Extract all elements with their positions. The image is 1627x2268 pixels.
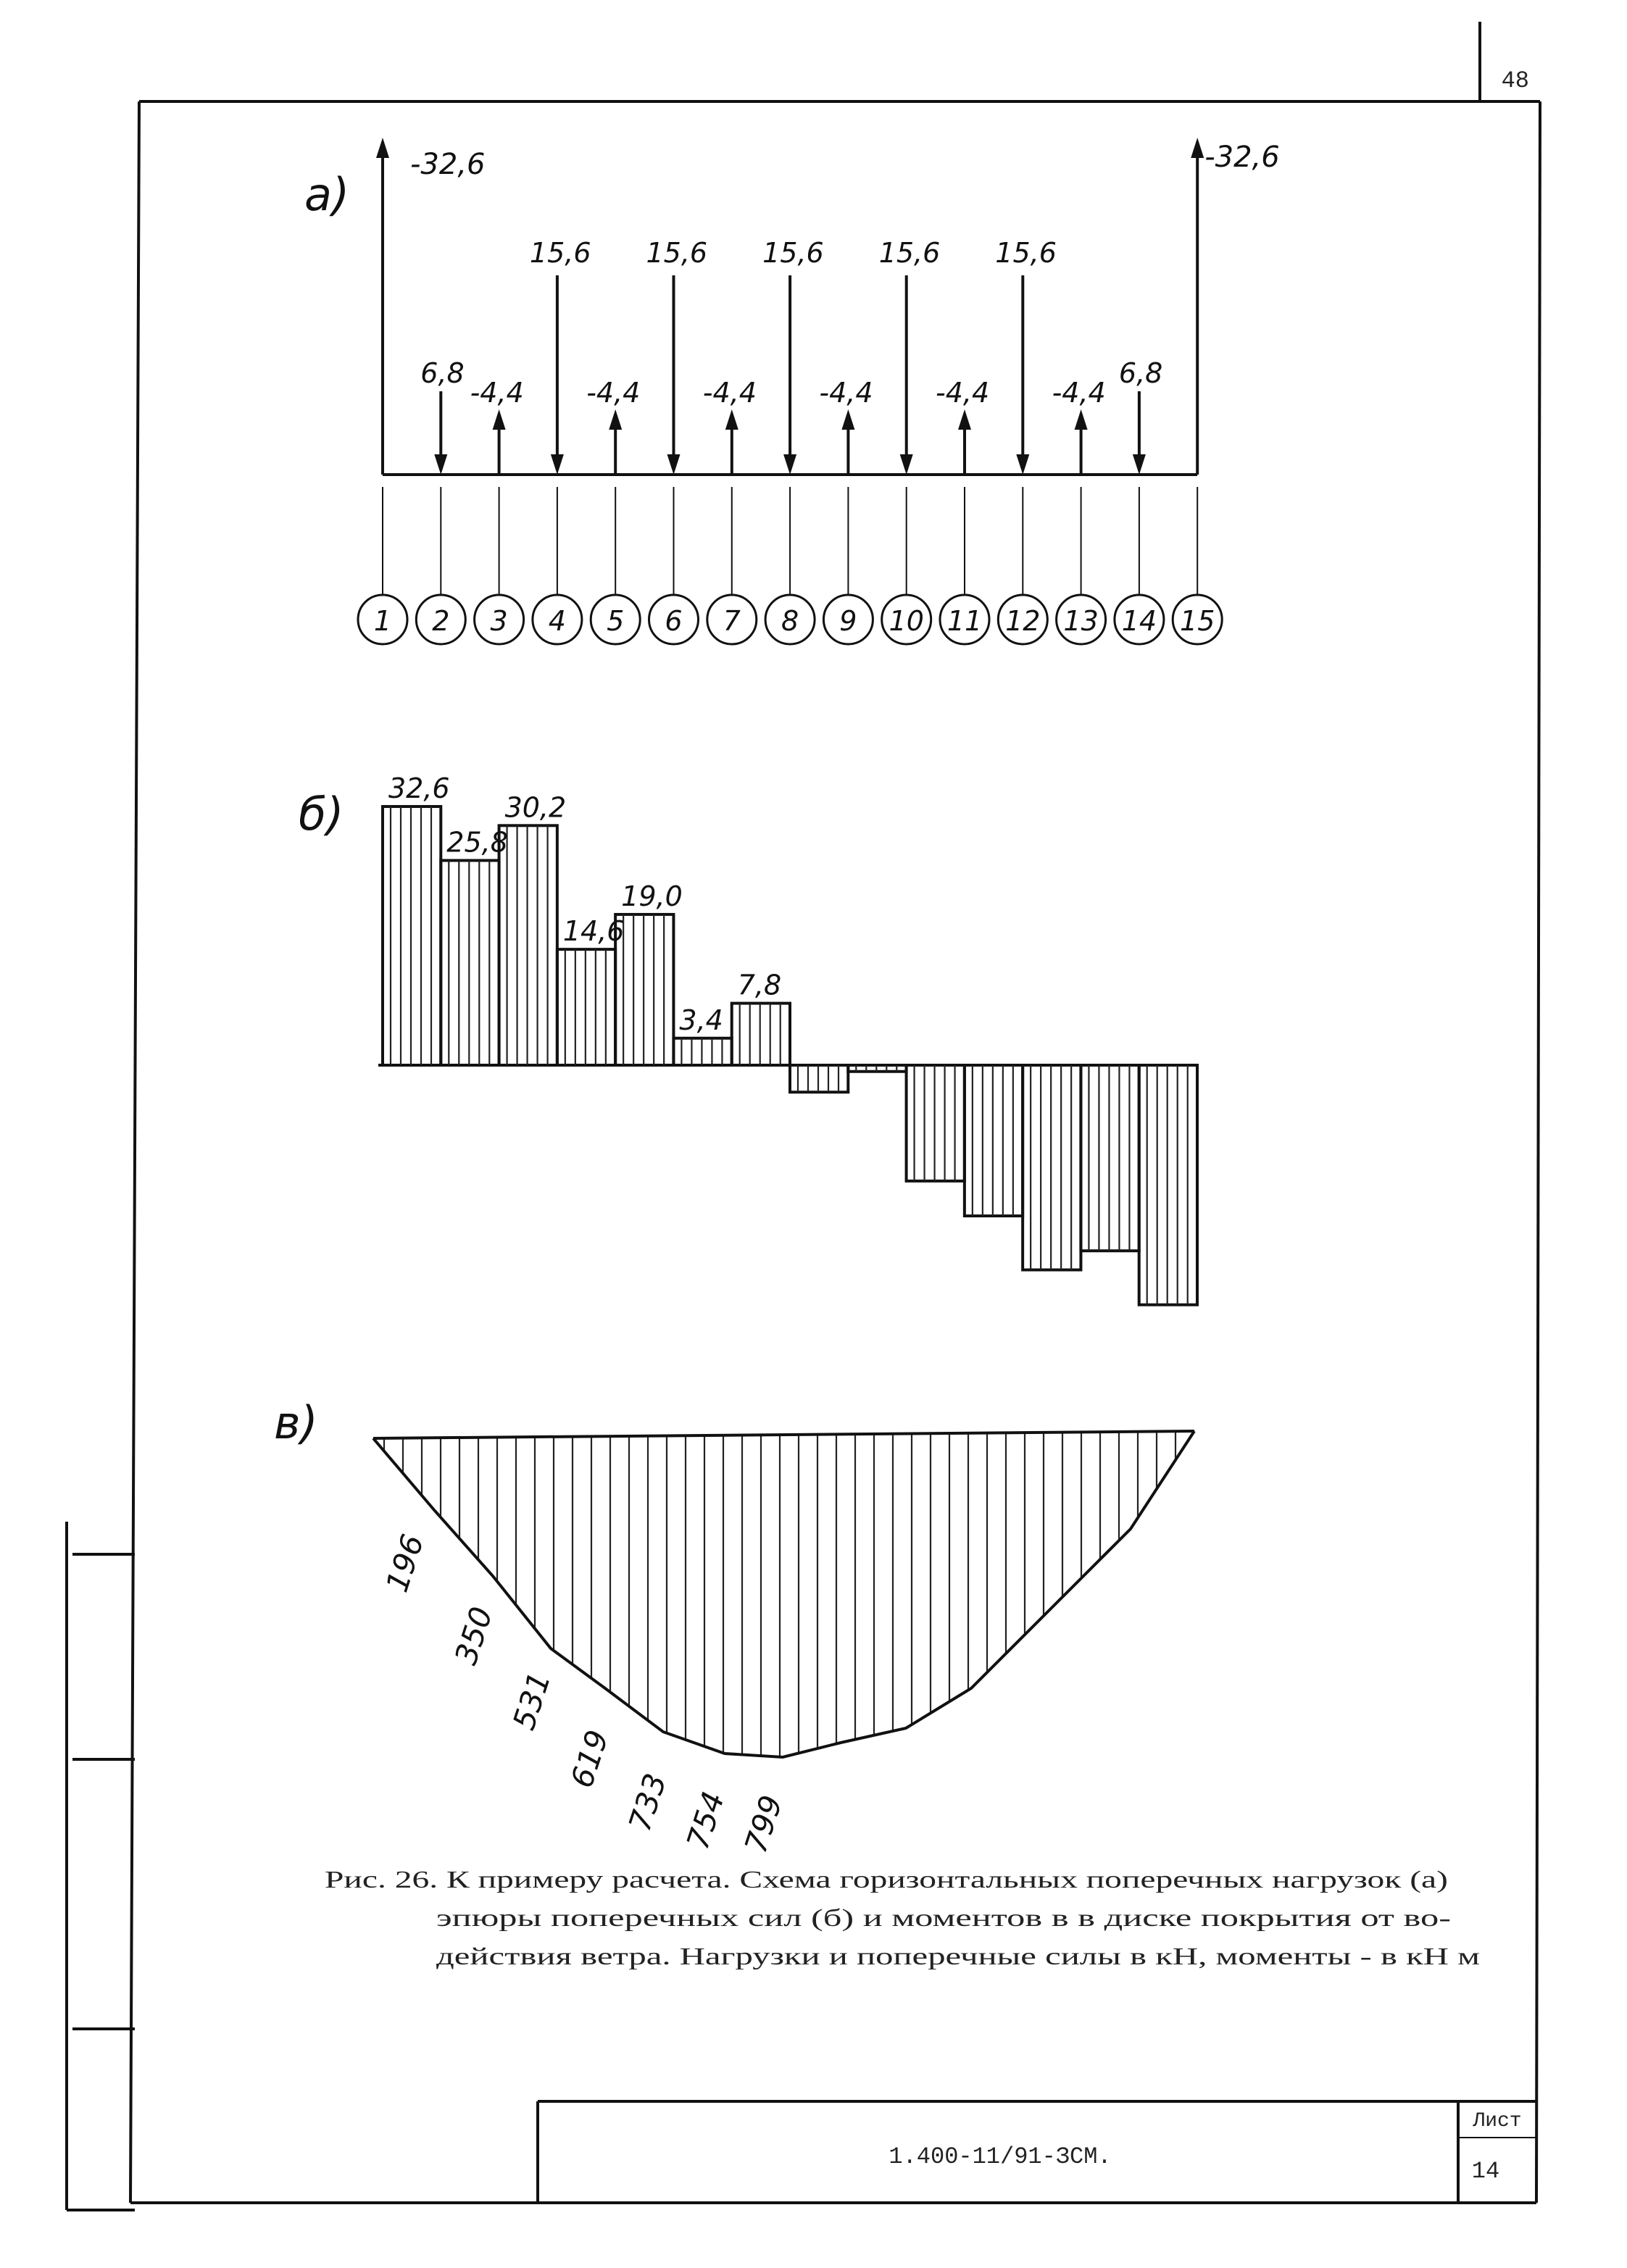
load-value-8: 15,6 (762, 237, 824, 269)
load-arrow-7-head (725, 409, 738, 430)
shear-value-3: 30,2 (504, 791, 567, 824)
shear-value-1: 32,6 (388, 772, 450, 805)
document-code: 1.400-11/91-ЗСМ. (889, 2143, 1112, 2170)
load-arrow-4-head (551, 454, 564, 475)
shear-value-2: 25,8 (446, 826, 508, 859)
load-arrow-12-head (1016, 454, 1029, 475)
diagram-b-label: б) (299, 788, 344, 841)
node-number-6: 6 (665, 605, 683, 637)
node-number-8: 8 (781, 605, 799, 637)
moment-value-4: 619 (563, 1725, 616, 1793)
node-number-15: 15 (1180, 605, 1215, 637)
load-value-9: -4,4 (819, 377, 873, 409)
node-number-12: 12 (1005, 605, 1041, 637)
reaction-left-arrow-head (376, 138, 389, 158)
load-value-6: 15,6 (646, 237, 708, 269)
load-value-4: 15,6 (529, 237, 591, 269)
load-value-3: -4,4 (470, 377, 524, 409)
caption-line-3: действия ветра. Нагрузки и поперечные силы в кН, моменты - в кН м (436, 1943, 1480, 1970)
node-number-4: 4 (548, 605, 566, 637)
load-value-11: -4,4 (936, 377, 990, 409)
load-arrow-8-head (783, 454, 796, 475)
load-arrow-11-head (958, 409, 971, 430)
node-number-3: 3 (490, 605, 508, 637)
load-value-13: -4,4 (1052, 377, 1106, 409)
load-arrow-6-head (667, 454, 681, 475)
reaction-right-label: -32,6 (1204, 141, 1280, 174)
shear-value-6: 3,4 (679, 1004, 723, 1036)
load-value-7: -4,4 (702, 377, 757, 409)
moment-value-3: 531 (505, 1667, 558, 1735)
sheet-number: 14 (1471, 2158, 1500, 2185)
shear-value-4: 14,6 (562, 915, 625, 948)
moment-value-1: 196 (378, 1530, 431, 1597)
sheet-label: Лист (1473, 2110, 1522, 2132)
load-value-2: 6,8 (420, 357, 465, 389)
load-value-12: 15,6 (995, 237, 1057, 269)
shear-force-diagram-b (299, 772, 1197, 1305)
moment-value-5: 733 (621, 1769, 674, 1836)
node-number-14: 14 (1121, 605, 1157, 637)
load-arrow-5-head (609, 409, 622, 430)
shear-value-5: 19,0 (621, 880, 683, 912)
node-number-1: 1 (373, 605, 392, 637)
load-arrow-2-head (434, 454, 447, 475)
caption-line-2: эпюры поперечных сил (б) и моментов в в диске покрытия от во- (436, 1905, 1451, 1932)
caption-line-1: Рис. 26. К примеру расчета. Схема горизонтальных поперечных нагрузок (а) (325, 1867, 1448, 1893)
load-scheme-a (304, 138, 1280, 644)
shear-value-7: 7,8 (737, 969, 782, 1001)
reaction-left-label: -32,6 (410, 148, 486, 181)
load-value-5: -4,4 (586, 377, 641, 409)
load-arrow-13-head (1075, 409, 1088, 430)
reaction-right-arrow-head (1191, 138, 1204, 158)
moment-value-6: 754 (679, 1787, 732, 1854)
moment-value-2: 350 (447, 1602, 500, 1669)
diagram-c-label: в) (274, 1396, 318, 1449)
node-number-5: 5 (607, 605, 625, 637)
page-number: 48 (1501, 67, 1529, 94)
node-number-2: 2 (432, 605, 450, 637)
moment-baseline (373, 1431, 1194, 1438)
figure-caption (325, 1867, 1480, 1970)
diagram-a-label: а) (304, 168, 350, 221)
moment-diagram-c (274, 1396, 1194, 1857)
node-number-13: 13 (1063, 605, 1099, 637)
load-arrow-10-head (900, 454, 913, 475)
load-value-10: 15,6 (878, 237, 941, 269)
node-number-11: 11 (946, 605, 983, 637)
moment-value-7: 799 (737, 1790, 790, 1858)
node-number-10: 10 (889, 605, 924, 637)
moment-hatching (384, 1431, 1175, 1757)
load-value-14: 6,8 (1118, 357, 1163, 389)
load-arrow-3-head (493, 409, 506, 430)
node-number-9: 9 (839, 605, 857, 637)
load-arrow-14-head (1133, 454, 1146, 475)
node-number-7: 7 (723, 605, 741, 637)
load-arrow-9-head (841, 409, 854, 430)
